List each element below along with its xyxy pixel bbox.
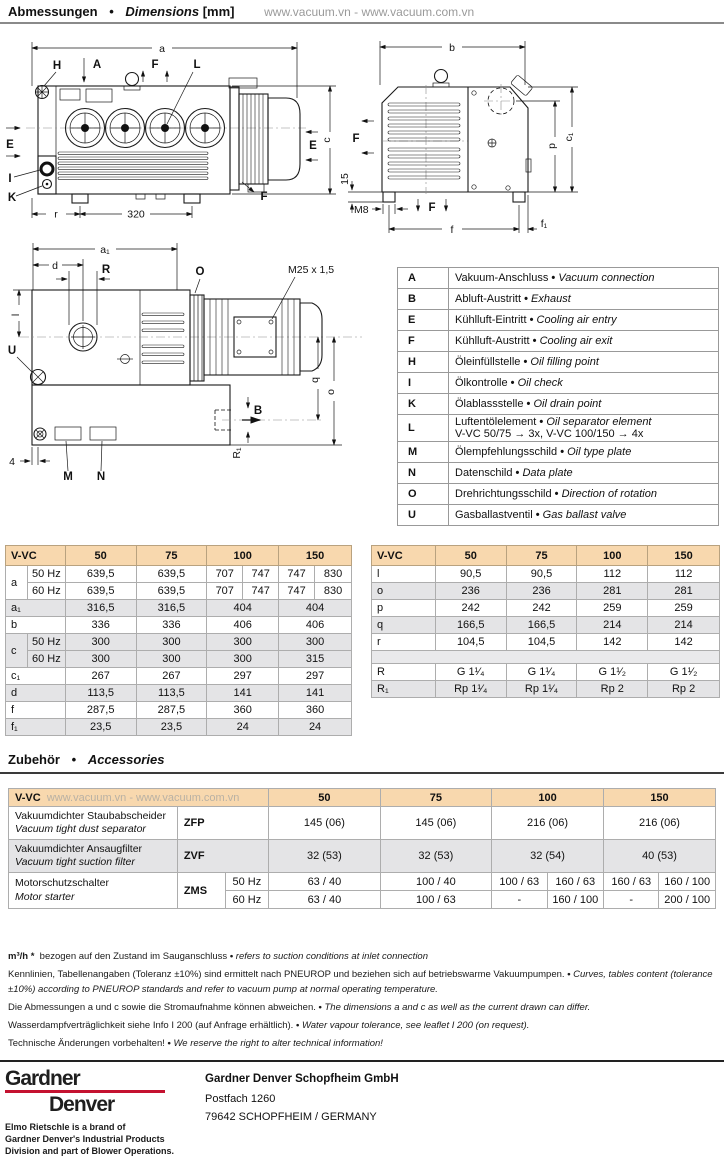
dim-cell: 300 <box>279 634 352 651</box>
dim-cell: Rp 1¹⁄₄ <box>435 681 506 698</box>
label-R1: R₁ <box>231 447 243 459</box>
accessory-de: Vakuumdichter Staubabscheider <box>15 809 166 822</box>
legend-en: Oil drain point <box>533 398 602 410</box>
footnotes <box>8 950 720 1056</box>
acc-cell: 63 / 40 <box>269 873 380 891</box>
table-row <box>6 685 352 702</box>
dim-cell: 287,5 <box>136 702 207 719</box>
table-header-row <box>6 546 352 566</box>
acc-cell: 32 (54) <box>492 840 604 873</box>
dim-cell: 707 <box>207 583 243 600</box>
dim-label: f <box>6 702 66 719</box>
page-title-de: Abmessungen <box>8 4 98 19</box>
dim-cell: Rp 2 <box>648 681 720 698</box>
acc-cell: 32 (53) <box>380 840 491 873</box>
spacer-row <box>372 651 720 664</box>
acc-cell: 160 / 100 <box>547 891 603 909</box>
legend-table <box>397 267 719 526</box>
accessory-row-zfp <box>9 807 716 840</box>
accessory-de: Vakuumdichter Ansaugfilter <box>15 842 143 855</box>
table-row <box>6 566 352 583</box>
dim-d-label: d <box>52 260 58 272</box>
legend-de: Kühlluft-Eintritt <box>455 314 527 326</box>
dim-cell: 297 <box>279 668 352 685</box>
col-150: 150 <box>603 789 715 807</box>
legend-en: Oil check <box>517 377 563 389</box>
dim-cell: 747 <box>279 583 315 600</box>
dim-f1-label: f₁ <box>540 218 548 230</box>
table-row <box>372 664 720 681</box>
dim-cell: 23,5 <box>65 719 136 736</box>
acc-cell: - <box>492 891 547 909</box>
dim-cell: 316,5 <box>65 600 136 617</box>
col-50: 50 <box>435 546 506 566</box>
watermark-url: www.vacuum.vn - www.vacuum.com.vn <box>46 791 240 804</box>
accessories-title-de: Zubehör <box>8 752 60 767</box>
legend-row: A Vakuum-Anschluss • Vacuum connection <box>398 268 719 289</box>
table-row <box>6 719 352 736</box>
legend-row: N Datenschild • Data plate <box>398 463 719 484</box>
dim-cell: 24 <box>207 719 279 736</box>
dim-cell: 300 <box>136 634 207 651</box>
dim-label: c₁ <box>6 668 66 685</box>
legend-de: Ölempfehlungsschild <box>455 446 558 458</box>
dim-cell: 747 <box>243 583 279 600</box>
dim-cell: 90,5 <box>506 566 577 583</box>
page-title-en: Dimensions <box>125 4 200 19</box>
dim-cell: 639,5 <box>136 583 207 600</box>
dim-label: d <box>6 685 66 702</box>
freq-label: 50 Hz <box>27 634 65 651</box>
label-K: K <box>7 192 17 204</box>
table-row <box>372 681 720 698</box>
accessory-de: Motorschutzschalter <box>15 877 109 890</box>
dim-label: l <box>372 566 436 583</box>
oil-sight-glasses <box>66 109 225 148</box>
dim-label: b <box>6 617 66 634</box>
dim-cell: 90,5 <box>435 566 506 583</box>
dim-cell: 242 <box>506 600 577 617</box>
accessories-table <box>8 788 716 909</box>
legend-key: L <box>398 415 449 442</box>
dim-label: o <box>372 583 436 600</box>
acc-cell: 100 / 63 <box>492 873 547 891</box>
drawing-side-view <box>0 36 365 241</box>
dim-cell: 747 <box>279 566 315 583</box>
table-row <box>372 583 720 600</box>
table-row <box>6 617 352 634</box>
dim-cell: Rp 1¹⁄₄ <box>506 681 577 698</box>
legend-key: F <box>398 331 449 352</box>
label-A: A <box>92 59 102 71</box>
freq-label: 60 Hz <box>27 583 65 600</box>
table-row <box>6 651 352 668</box>
label-O: O <box>195 266 205 278</box>
page-title <box>8 4 474 19</box>
label-L: L <box>193 59 201 71</box>
dim-c-label: c <box>321 137 333 143</box>
col-50: 50 <box>65 546 136 566</box>
dim-f-label: f <box>450 224 454 236</box>
col-75: 75 <box>380 789 491 807</box>
dim-a1-label: a₁ <box>100 244 110 256</box>
legend-de: Kühlluft-Austritt <box>455 335 530 347</box>
dim-cell: 830 <box>315 583 352 600</box>
table-row <box>6 583 352 600</box>
dim-cell: Rp 2 <box>577 681 648 698</box>
table-row <box>372 617 720 634</box>
acc-cell: 216 (06) <box>492 807 604 840</box>
col-100: 100 <box>492 789 604 807</box>
legend-key: I <box>398 373 449 394</box>
dim-label: q <box>372 617 436 634</box>
dim-cell: 112 <box>577 566 648 583</box>
dim-cell: 104,5 <box>506 634 577 651</box>
legend-row: K Ölablassstelle • Oil drain point <box>398 394 719 415</box>
acc-cell: 100 / 40 <box>380 873 491 891</box>
accessory-row-zms <box>9 873 716 891</box>
dim-label: a₁ <box>6 600 66 617</box>
accessories-title: Zubehör • Accessories <box>8 752 165 767</box>
dim-cell: 113,5 <box>65 685 136 702</box>
dim-r-label: r <box>54 208 58 221</box>
accessory-code: ZVF <box>177 840 268 873</box>
legend-key: M <box>398 442 449 463</box>
dim-label: f₁ <box>6 719 66 736</box>
accessory-code: ZMS <box>177 873 225 909</box>
dim-cell: 236 <box>435 583 506 600</box>
label-U: U <box>7 345 17 357</box>
label-B: B <box>253 405 263 417</box>
dim-cell: G 1¹⁄₄ <box>506 664 577 681</box>
col-50: 50 <box>269 789 380 807</box>
top-fins <box>142 313 184 364</box>
dim-cell: 281 <box>648 583 720 600</box>
table-header-row <box>9 789 716 807</box>
dim-cell: 141 <box>207 685 279 702</box>
table-row <box>372 600 720 617</box>
table-row <box>6 634 352 651</box>
legend-de: Ölkontrolle <box>455 377 508 389</box>
dim-cell: 639,5 <box>65 583 136 600</box>
dim-c1-label: c₁ <box>563 132 575 142</box>
dim-cell: G 1¹⁄₂ <box>648 664 720 681</box>
legend-en: Exhaust <box>531 293 571 305</box>
dim-cell: 166,5 <box>506 617 577 634</box>
watermark-url: www.vacuum.vn - www.vacuum.com.vn <box>264 5 475 19</box>
footnote: Die Abmessungen a und c sowie die Stromaufnahme können abweichen. • The dimensions a and c as well as the current drawn can differ. <box>8 1001 591 1013</box>
dim-cell: 316,5 <box>136 600 207 617</box>
dim-o-label: o <box>325 389 337 395</box>
label-F-bottom2: F <box>428 202 436 214</box>
label-H: H <box>52 60 62 72</box>
dim-cell: 236 <box>506 583 577 600</box>
dim-cell: 360 <box>207 702 279 719</box>
table-row <box>6 702 352 719</box>
accessory-code: ZFP <box>177 807 268 840</box>
table-row <box>6 668 352 685</box>
dim-cell: G 1¹⁄₂ <box>577 664 648 681</box>
legend-row: I Ölkontrolle • Oil check <box>398 373 719 394</box>
freq-label: 50 Hz <box>27 566 65 583</box>
freq-label: 50 Hz <box>225 873 269 891</box>
dim-15-label: 15 <box>339 173 351 185</box>
legend-key: O <box>398 484 449 505</box>
drawing-end-view <box>338 33 724 243</box>
legend-row: B Abluft-Austritt • Exhaust <box>398 289 719 310</box>
dim-cell: 166,5 <box>435 617 506 634</box>
dim-cell: 404 <box>207 600 279 617</box>
dim-cell: 406 <box>207 617 279 634</box>
dim-cell: 259 <box>577 600 648 617</box>
footnote: Kennlinien, Tabellenangaben (Toleranz ±10%) sind ermittelt nach PNEUROP und beziehen sich auf betriebswarme Vakuumpumpen. • Curves, tables content (tolerance ±10%) according to PNEUROP standards and refer to vacuum pump at normal operating temperature. <box>8 969 713 995</box>
dim-cell: G 1¹⁄₄ <box>435 664 506 681</box>
dim-cell: 639,5 <box>65 566 136 583</box>
suction-port <box>69 323 97 351</box>
legend-key: H <box>398 352 449 373</box>
accessory-en: Vacuum tight dust separator <box>15 823 146 835</box>
acc-cell: 160 / 100 <box>659 873 716 891</box>
legend-de: Datenschild <box>455 467 513 479</box>
accessory-row-zvf <box>9 840 716 873</box>
legend-de: Öleinfüllstelle <box>455 356 521 368</box>
legend-de: Vakuum-Anschluss <box>455 272 549 284</box>
dim-cell: 104,5 <box>435 634 506 651</box>
dim-cell: 300 <box>207 634 279 651</box>
table-row <box>6 600 352 617</box>
dim-cell: 639,5 <box>136 566 207 583</box>
legend-extra: V-VC 50/75 → 3x, V-VC 100/150 → 4x <box>455 428 644 440</box>
table-title: V-VC <box>6 546 66 566</box>
legend-de: Drehrichtungsschild <box>455 488 552 500</box>
legend-de: Gasballastventil <box>455 509 533 521</box>
title-bullet: • <box>109 4 114 19</box>
col-100: 100 <box>577 546 648 566</box>
logo-denver: Denver <box>49 1093 115 1116</box>
louver-grille <box>58 152 208 179</box>
legend-de: Abluft-Austritt <box>455 293 522 305</box>
label-F-top: F <box>151 59 159 71</box>
dim-b-label: b <box>449 42 455 54</box>
accessories-divider <box>0 772 724 774</box>
legend-key: N <box>398 463 449 484</box>
legend-de: Ölablassstelle <box>455 398 524 410</box>
dim-cell: 267 <box>65 668 136 685</box>
dim-4-label: 4 <box>9 456 15 468</box>
legend-key: U <box>398 505 449 526</box>
dim-cell: 747 <box>243 566 279 583</box>
label-E-left: E <box>6 139 14 151</box>
legend-en: Cooling air entry <box>536 314 617 326</box>
legend-row: O Drehrichtungsschild • Direction of rotation <box>398 484 719 505</box>
dim-cell: 300 <box>65 634 136 651</box>
label-R: R <box>101 264 111 276</box>
dim-cell: 297 <box>207 668 279 685</box>
logo-gardner: Gardner <box>5 1067 80 1090</box>
footer-divider <box>0 1060 724 1062</box>
gardner-denver-logo <box>5 1068 195 1157</box>
legend-key: E <box>398 310 449 331</box>
table-row <box>372 634 720 651</box>
col-150: 150 <box>648 546 720 566</box>
footnote: Wasserdampfverträglichkeit siehe Info I 200 (auf Anfrage erhältlich). • Water vapour tolerance, see leaflet I 200 (on request). <box>8 1020 530 1031</box>
motor-side <box>229 78 300 192</box>
dim-cell: 315 <box>279 651 352 668</box>
label-F-bottom: F <box>260 191 268 203</box>
acc-cell: 216 (06) <box>603 807 715 840</box>
acc-cell: 63 / 40 <box>269 891 380 909</box>
acc-cell: 160 / 63 <box>603 873 658 891</box>
table-title: V-VC <box>15 791 41 804</box>
dim-cell: 300 <box>136 651 207 668</box>
dim-cell: 142 <box>648 634 720 651</box>
dimension-table-left <box>5 545 352 736</box>
dim-cell: 23,5 <box>136 719 207 736</box>
col-150: 150 <box>279 546 352 566</box>
freq-label: 60 Hz <box>225 891 269 909</box>
dim-cell: 300 <box>207 651 279 668</box>
page-title-unit: [mm] <box>202 4 235 19</box>
label-N: N <box>96 471 106 483</box>
footnote: Technische Änderungen vorbehalten! • We reserve the right to alter technical information! <box>8 1038 383 1050</box>
table-title: V-VC <box>372 546 436 566</box>
legend-en: Vacuum connection <box>558 272 655 284</box>
label-I: I <box>8 173 12 185</box>
exhaust-port-dashed <box>484 84 518 118</box>
footnote-prefix: m³/h * <box>8 951 35 962</box>
cooling-fins <box>388 103 460 179</box>
legend-row: F Kühlluft-Austritt • Cooling air exit <box>398 331 719 352</box>
table-row <box>372 566 720 583</box>
address-line1: Postfach 1260 <box>205 1092 276 1105</box>
address-line2: 79642 SCHOPFHEIM / GERMANY <box>205 1111 377 1124</box>
dim-cell: 141 <box>279 685 352 702</box>
freq-label: 60 Hz <box>27 651 65 668</box>
dim-cell: 112 <box>648 566 720 583</box>
col-100: 100 <box>207 546 279 566</box>
legend-row: M Ölempfehlungsschild • Oil type plate <box>398 442 719 463</box>
label-F-left: F <box>352 133 360 145</box>
header-divider <box>0 22 724 24</box>
company-name: Gardner Denver Schopfheim GmbH <box>205 1073 399 1085</box>
dim-label: r <box>372 634 436 651</box>
dim-cell: 259 <box>648 600 720 617</box>
dim-cell: 287,5 <box>65 702 136 719</box>
legend-key: K <box>398 394 449 415</box>
dim-label: p <box>372 600 436 617</box>
label-M25: M25 x 1,5 <box>288 264 335 276</box>
dim-cell: 214 <box>577 617 648 634</box>
legend-en: Gas ballast valve <box>542 509 627 521</box>
legend-row: L Luftentölelement • Oil separator element V-VC 50/75 → 3x, V-VC 100/150 → 4x <box>398 415 719 442</box>
footnote: m³/h * bezogen auf den Zustand im Sauganschluss • refers to suction conditions at inlet connection <box>8 951 429 962</box>
cable-gland <box>510 75 532 96</box>
dim-cell: 214 <box>648 617 720 634</box>
dim-cell: 242 <box>435 600 506 617</box>
accessory-en: Vacuum tight suction filter <box>15 856 135 868</box>
accessory-en: Motor starter <box>15 890 75 903</box>
dim-cell: 24 <box>279 719 352 736</box>
oil-box-details <box>34 428 46 440</box>
dim-a-label: a <box>159 43 165 55</box>
col-75: 75 <box>136 546 207 566</box>
dim-cell: 404 <box>279 600 352 617</box>
dim-cell: 336 <box>65 617 136 634</box>
dim-cell: 300 <box>65 651 136 668</box>
dim-label: a <box>6 566 28 600</box>
legend-de: Luftentölelement <box>455 416 537 428</box>
legend-en: Cooling air exit <box>539 335 613 347</box>
legend-key: B <box>398 289 449 310</box>
dim-cell: 336 <box>136 617 207 634</box>
logo-tagline: Elmo Rietschle is a brand of Gardner Denver's Industrial Products Division and part of Blower Operations. <box>5 1122 175 1157</box>
legend-en: Direction of rotation <box>561 488 657 500</box>
dim-q-label: q <box>309 377 321 383</box>
acc-cell: 200 / 100 <box>659 891 716 909</box>
table-header-row <box>372 546 720 566</box>
dimension-table-right <box>371 545 720 698</box>
dim-cell: 142 <box>577 634 648 651</box>
dim-l-label: l <box>10 313 22 317</box>
dim-cell: 406 <box>279 617 352 634</box>
legend-row: E Kühlluft-Eintritt • Cooling air entry <box>398 310 719 331</box>
company-address <box>205 1070 399 1127</box>
oil-fill-plug <box>36 86 49 99</box>
dim-cell: 281 <box>577 583 648 600</box>
drawing-top-view <box>0 233 392 491</box>
dim-320-label: 320 <box>127 208 145 221</box>
acc-cell: 100 / 63 <box>380 891 491 909</box>
acc-cell: 145 (06) <box>269 807 380 840</box>
label-M: M <box>63 471 73 483</box>
dim-cell: 360 <box>279 702 352 719</box>
legend-en: Oil separator element <box>546 416 652 428</box>
col-75: 75 <box>506 546 577 566</box>
dim-label: R <box>372 664 436 681</box>
acc-cell: - <box>603 891 658 909</box>
legend-en: Data plate <box>522 467 573 479</box>
accessories-title-en: Accessories <box>87 752 165 767</box>
dim-cell: 113,5 <box>136 685 207 702</box>
dim-label: c <box>6 634 28 668</box>
legend-row: H Öleinfüllstelle • Oil filling point <box>398 352 719 373</box>
dim-label: R₁ <box>372 681 436 698</box>
dim-cell: 267 <box>136 668 207 685</box>
legend-key: A <box>398 268 449 289</box>
dim-p-label: p <box>546 143 558 149</box>
acc-cell: 160 / 63 <box>547 873 603 891</box>
label-E-right: E <box>309 140 317 152</box>
acc-cell: 40 (53) <box>603 840 715 873</box>
dim-cell: 830 <box>315 566 352 583</box>
dim-cell: 707 <box>207 566 243 583</box>
label-M8: M8 <box>354 204 369 216</box>
acc-cell: 32 (53) <box>269 840 380 873</box>
legend-en: Oil type plate <box>567 446 632 458</box>
acc-cell: 145 (06) <box>380 807 491 840</box>
legend-en: Oil filling point <box>530 356 599 368</box>
legend-row: U Gasballastventil • Gas ballast valve <box>398 505 719 526</box>
